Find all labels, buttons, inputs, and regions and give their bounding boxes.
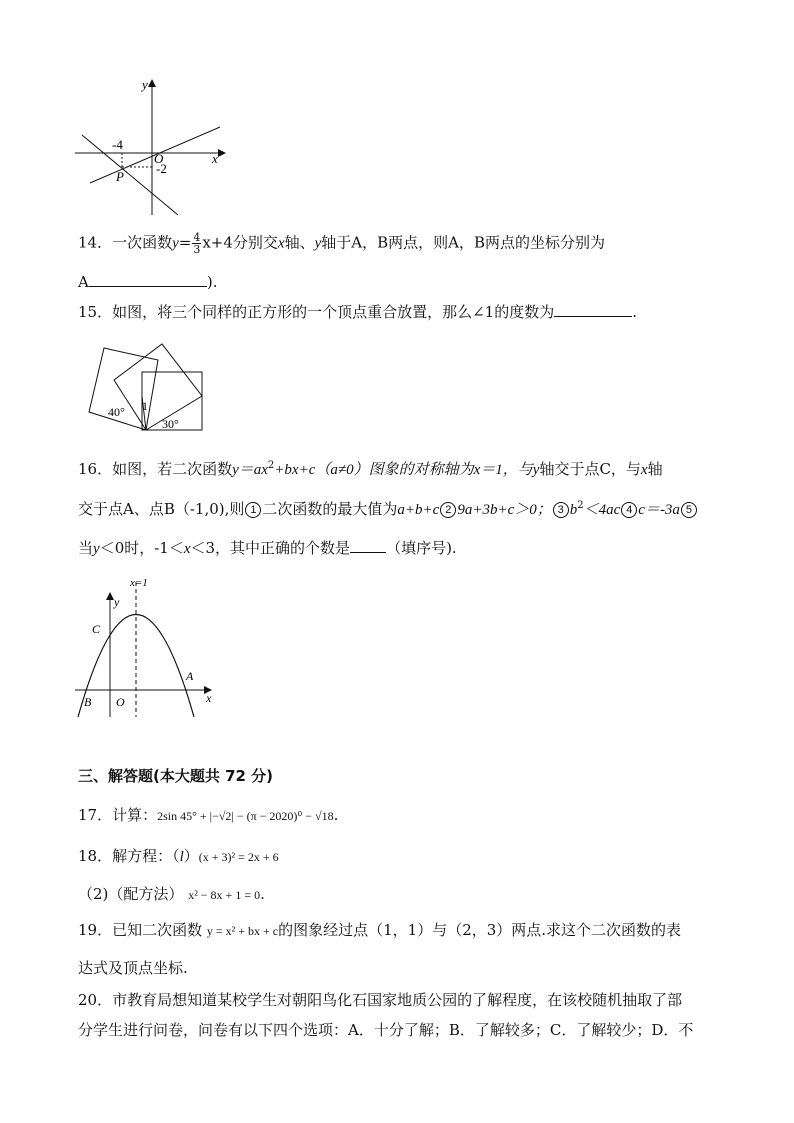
figure-q15 <box>84 340 214 436</box>
question-19-line-1: 19．已知二次函数 y = x² + bx + c的图象经过点（1，1）与（2，3）两点.求这个二次函数的表 <box>78 921 682 939</box>
question-20-line-2: 分学生进行问卷，问卷有以下四个选项：A．十分了解；B．了解较多；C．了解较少；D．不 <box>78 1021 694 1039</box>
point-b-label: B <box>84 695 92 709</box>
label-neg2: -2 <box>156 161 167 176</box>
fraction-4-3: $\frac{4}{3}$ <box>193 231 201 256</box>
question-19-line-2: 达式及顶点坐标. <box>78 959 188 977</box>
x-axis-arrow <box>218 149 226 157</box>
symmetry-axis-label: x=1 <box>130 577 148 589</box>
question-18-line-2: （2)（配方法） x² − 8x + 1 = 0. <box>78 885 265 903</box>
question-20-line-1: 20．市教育局想知道某校学生对朝阳鸟化石国家地质公园的了解程度，在该校随机抽取了部 <box>78 991 683 1009</box>
y-axis-arrow <box>148 79 156 87</box>
question-15: 15．如图，将三个同样的正方形的一个顶点重合放置，那么∠1的度数为 . <box>78 300 637 322</box>
q17-expression: 2sin 45° + |−√2| − (π − 2020)⁰ − √18 <box>157 809 334 823</box>
angle-1-label: 1 <box>142 399 148 413</box>
question-16-line-1: 16．如图，若二次函数$y=ax^2+bx+c(a\ne 0)$图象的对称轴为x＝1，与y轴交于点C，与x轴 <box>78 460 663 478</box>
figure-q16 <box>70 572 220 722</box>
angle-40-label: 40° <box>108 405 125 419</box>
circled-2: 2 <box>440 502 456 518</box>
x-axis-label: x <box>212 151 218 166</box>
question-16-line-3: 当y＜0时，-1＜x＜3，其中正确的个数是 （填序号). <box>78 536 457 559</box>
y-axis-label: y <box>114 595 120 609</box>
circled-5: 5 <box>681 502 697 518</box>
origin-label: O <box>154 151 164 166</box>
y-axis-arrow <box>106 592 114 600</box>
question-14-line-1: 14．一次函数y= $\frac{4}{3}$ x+4分别交x轴、y轴于A，B两点，则A，B两点的坐标分别为 <box>78 231 605 256</box>
figure-q13 <box>70 75 230 220</box>
label-neg4: -4 <box>112 137 123 152</box>
circled-3: 3 <box>553 502 569 518</box>
y-axis-label: y <box>142 77 148 92</box>
answer-blank-16 <box>350 536 386 553</box>
answer-blank-14 <box>89 270 207 287</box>
x-axis-label: x <box>206 691 212 705</box>
question-18-line-1: 18．解方程：（l）(x + 3)² = 2x + 6 <box>78 847 279 865</box>
section-3-title: 三、解答题(本大题共 72 分) <box>78 767 274 785</box>
circled-1: 1 <box>245 502 261 518</box>
question-17: 17．计算：2sin 45° + |−√2| − (π − 2020)⁰ − √18. <box>78 806 339 824</box>
point-c-label: C <box>92 622 101 636</box>
angle-30-label: 30° <box>162 417 179 431</box>
question-14-line-2: A ). <box>78 270 217 292</box>
question-16-line-2: 交于点A、点B（-1,0),则 1 二次函数的最大值为a+b+c 2 9a+3b+c＞0； 3 $b^2<4ac$ 4 c＝-3a 5 <box>78 496 698 520</box>
origin-label: O <box>116 695 125 709</box>
point-a-label: A <box>186 669 194 683</box>
answer-blank-15 <box>554 300 632 317</box>
square-middle <box>114 344 202 430</box>
circled-4: 4 <box>621 502 637 518</box>
point-p-label: P <box>116 169 124 184</box>
